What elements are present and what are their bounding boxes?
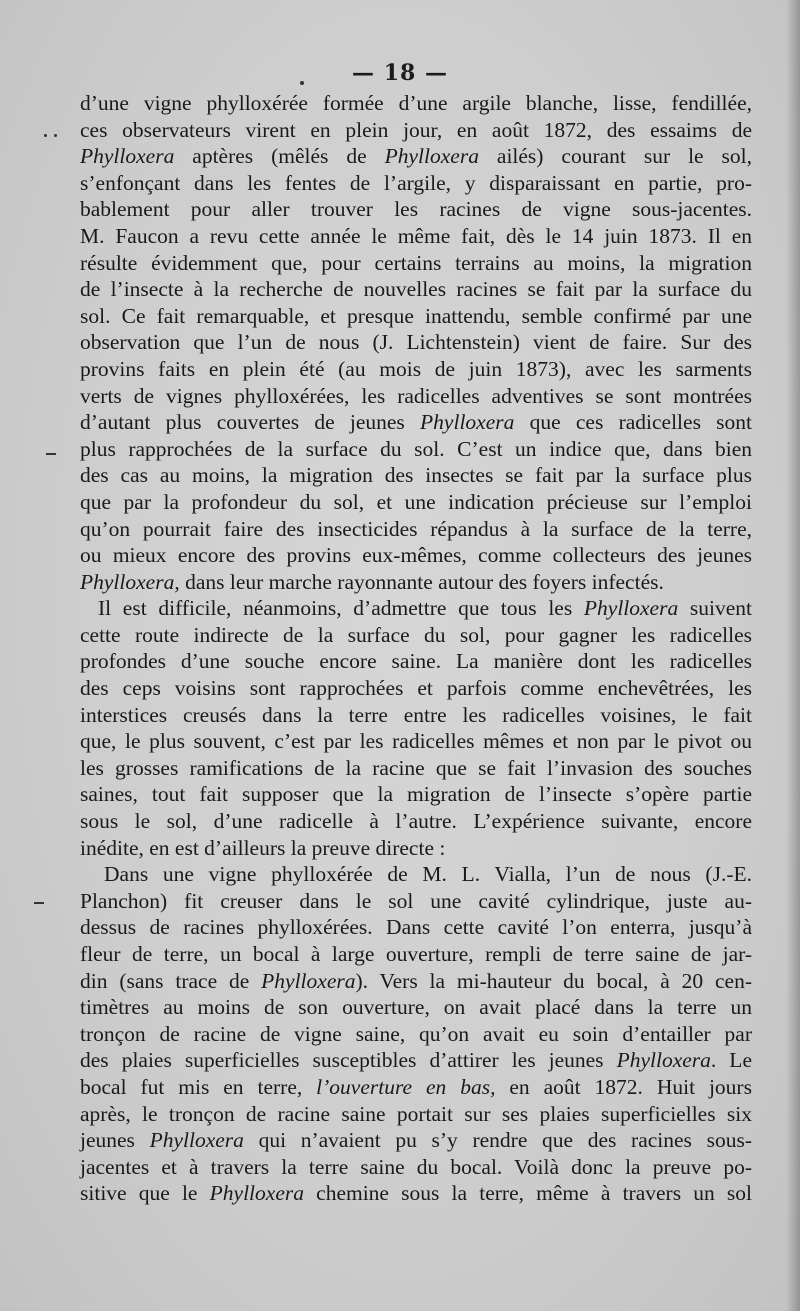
text-segment: fleur de terre, un bocal à large ouverture, rempli de terre saine de jar- (80, 942, 752, 966)
text-line (80, 250, 752, 277)
text-line (80, 1180, 752, 1207)
text-line (80, 595, 752, 622)
text-segment: ou mieux encore des provins eux-mêmes, comme collecteurs des jeunes (80, 543, 752, 568)
text-segment: tronçon de racine de vigne saine, qu’on avait eu soin d’entailler par (80, 1021, 752, 1046)
text-line (80, 1021, 752, 1048)
text-line (80, 90, 752, 117)
text-line (80, 622, 752, 649)
text-segment: jeunes (80, 1128, 150, 1153)
text-segment: Il est difficile, néanmoins, d’admettre que tous les (98, 596, 584, 621)
text-line (80, 170, 752, 197)
text-segment: din (sans trace de (80, 968, 262, 993)
text-line (80, 702, 752, 729)
text-line (80, 516, 752, 543)
text-line (80, 1074, 752, 1101)
text-line (80, 914, 752, 941)
text-segment: d’une vigne phylloxérée formée d’une argile blanche, lisse, fendillée, (80, 91, 752, 115)
page-edge-shadow (786, 0, 800, 1311)
text-segment: observation que l’un de nous (J. Lichtenstein) vient de faire. Sur des (80, 330, 752, 355)
italic-text: Phylloxera (261, 968, 356, 993)
text-segment: de l’insecte à la recherche de nouvelles racines se fait par la surface du (80, 277, 752, 302)
text-line (80, 1101, 752, 1128)
text-segment: les grosses ramifications de la racine que se fait l’invasion des souches (80, 755, 752, 780)
text-segment: saines, tout fait supposer que la migration de l’insecte s’opère partie (80, 782, 752, 807)
text-segment: d’autant plus couvertes de jeunes (80, 410, 421, 435)
text-segment: qu’on pourrait faire des insecticides répandus à la surface de la terre, (80, 516, 752, 541)
text-segment: ces observateurs virent en plein jour, en août 1872, des essaims de (80, 117, 752, 142)
text-line (80, 196, 752, 223)
ink-speck (46, 453, 56, 455)
text-line (80, 648, 752, 675)
italic-text: Phylloxera, (80, 569, 180, 594)
text-segment: provins faits en plein été (au mois de juin 1873), avec les sarments (80, 356, 752, 381)
text-line (80, 356, 752, 383)
text-line (80, 276, 752, 303)
text-line (80, 462, 752, 489)
italic-text: Phylloxera (420, 410, 515, 435)
text-segment: Planchon) fit creuser dans le sol une cavité cylindrique, juste au- (80, 888, 752, 913)
text-segment: après, le tronçon de racine saine portait sur ses plaies superficielles six (80, 1101, 752, 1126)
text-segment: sol. Ce fait remarquable, et presque inattendu, semble confirmé par une (80, 303, 752, 328)
italic-text: Phylloxera (149, 1128, 244, 1153)
text-line (80, 1127, 752, 1154)
text-line (80, 436, 752, 463)
text-line (80, 728, 752, 755)
text-line (80, 781, 752, 808)
text-line (80, 489, 752, 516)
text-segment: jacentes et à travers la terre saine du bocal. Voilà donc la preuve po- (80, 1154, 752, 1179)
text-segment: dessus de racines phylloxérées. Dans cette cavité l’on enterra, jusqu’à (80, 915, 752, 940)
text-line (80, 383, 752, 410)
body-text (80, 90, 752, 1207)
italic-text: Phylloxera (616, 1048, 711, 1073)
text-segment: bablement pour aller trouver les racines de vigne sous-jacentes. (80, 197, 752, 222)
page-number: — 18 — (352, 60, 448, 86)
text-segment: chemine sous la terre, même à travers un sol (303, 1181, 752, 1206)
text-segment: dans leur marche rayonnante autour des foyers infectés. (179, 569, 664, 594)
text-segment: qui n’avaient pu s’y rendre que des racines sous- (243, 1128, 752, 1153)
text-line (80, 808, 752, 835)
text-line (80, 223, 752, 250)
text-segment: Dans une vigne phylloxérée de M. L. Vialla, l’un de nous (J.-E. (104, 862, 752, 887)
text-line (80, 994, 752, 1021)
ink-speck (54, 134, 57, 137)
text-segment: que ces radicelles sont (514, 410, 753, 435)
text-line (80, 1047, 752, 1074)
italic-text: Phylloxera (583, 596, 679, 621)
text-segment: cette route indirecte de la surface du sol, pour gagner les radicelles (80, 622, 752, 647)
text-segment: ailés) courant sur le sol, (478, 144, 752, 169)
text-segment: des plaies superficielles susceptibles d’attirer les jeunes (80, 1048, 617, 1073)
italic-text: Phylloxera (80, 144, 175, 169)
text-line (80, 569, 752, 596)
text-segment: M. Faucon a revu cette année le même fait, dès le 14 juin 1873. Il en (80, 223, 752, 248)
text-segment: inédite, en est d’ailleurs la preuve directe : (80, 835, 446, 860)
text-line (80, 755, 752, 782)
text-segment: que, le plus souvent, c’est par les radicelles mêmes et non par le pivot ou (80, 729, 752, 754)
ink-speck (34, 902, 44, 904)
text-line (80, 835, 752, 862)
text-line (80, 542, 752, 569)
text-line (80, 329, 752, 356)
text-segment: aptères (mêlés de (174, 144, 385, 169)
text-line (80, 303, 752, 330)
text-segment: sitive que le (80, 1181, 210, 1206)
text-segment: sous le sol, d’une radicelle à l’autre. L’expérience suivante, encore (80, 809, 752, 834)
text-segment: suivent (678, 596, 753, 621)
text-segment: timètres au moins de son ouverture, on avait placé dans la terre un (80, 995, 752, 1020)
text-line (80, 1154, 752, 1181)
text-line (80, 968, 752, 995)
text-segment: en août 1872. Huit jours (495, 1074, 752, 1099)
text-line (80, 117, 752, 144)
text-line (80, 409, 752, 436)
text-segment: résulte évidemment que, pour certains terrains au moins, la migration (80, 250, 752, 275)
italic-text: Phylloxera (384, 144, 479, 169)
text-segment: ). Vers la mi-hauteur du bocal, à 20 cen- (355, 968, 753, 993)
text-line (80, 675, 752, 702)
ink-speck (44, 134, 47, 137)
ink-speck (300, 81, 304, 85)
text-segment: interstices creusés dans la terre entre les radicelles voisines, le fait (80, 702, 752, 727)
text-line (80, 888, 752, 915)
text-line (80, 861, 752, 888)
text-segment: bocal fut mis en terre, (80, 1074, 317, 1099)
text-segment: s’enfonçant dans les fentes de l’argile, y disparaissant en partie, pro- (80, 170, 752, 195)
text-segment: des cas au moins, la migration des insectes se fait par la surface plus (80, 463, 752, 488)
italic-text: Phylloxera (209, 1181, 304, 1206)
text-line (80, 143, 752, 170)
text-segment: profondes d’une souche encore saine. La manière dont les radicelles (80, 649, 752, 674)
italic-text: l’ouverture en bas, (316, 1074, 496, 1099)
text-segment: verts de vignes phylloxérées, les radicelles adventives se sont montrées (80, 383, 752, 408)
text-segment: des ceps voisins sont rapprochées et parfois comme enchevêtrées, les (80, 676, 752, 701)
text-line (80, 941, 752, 968)
text-segment: plus rapprochées de la surface du sol. C’est un indice que, dans bien (80, 436, 752, 461)
text-segment: . Le (710, 1048, 752, 1073)
text-segment: que par la profondeur du sol, et une indication précieuse sur l’emploi (80, 489, 752, 514)
